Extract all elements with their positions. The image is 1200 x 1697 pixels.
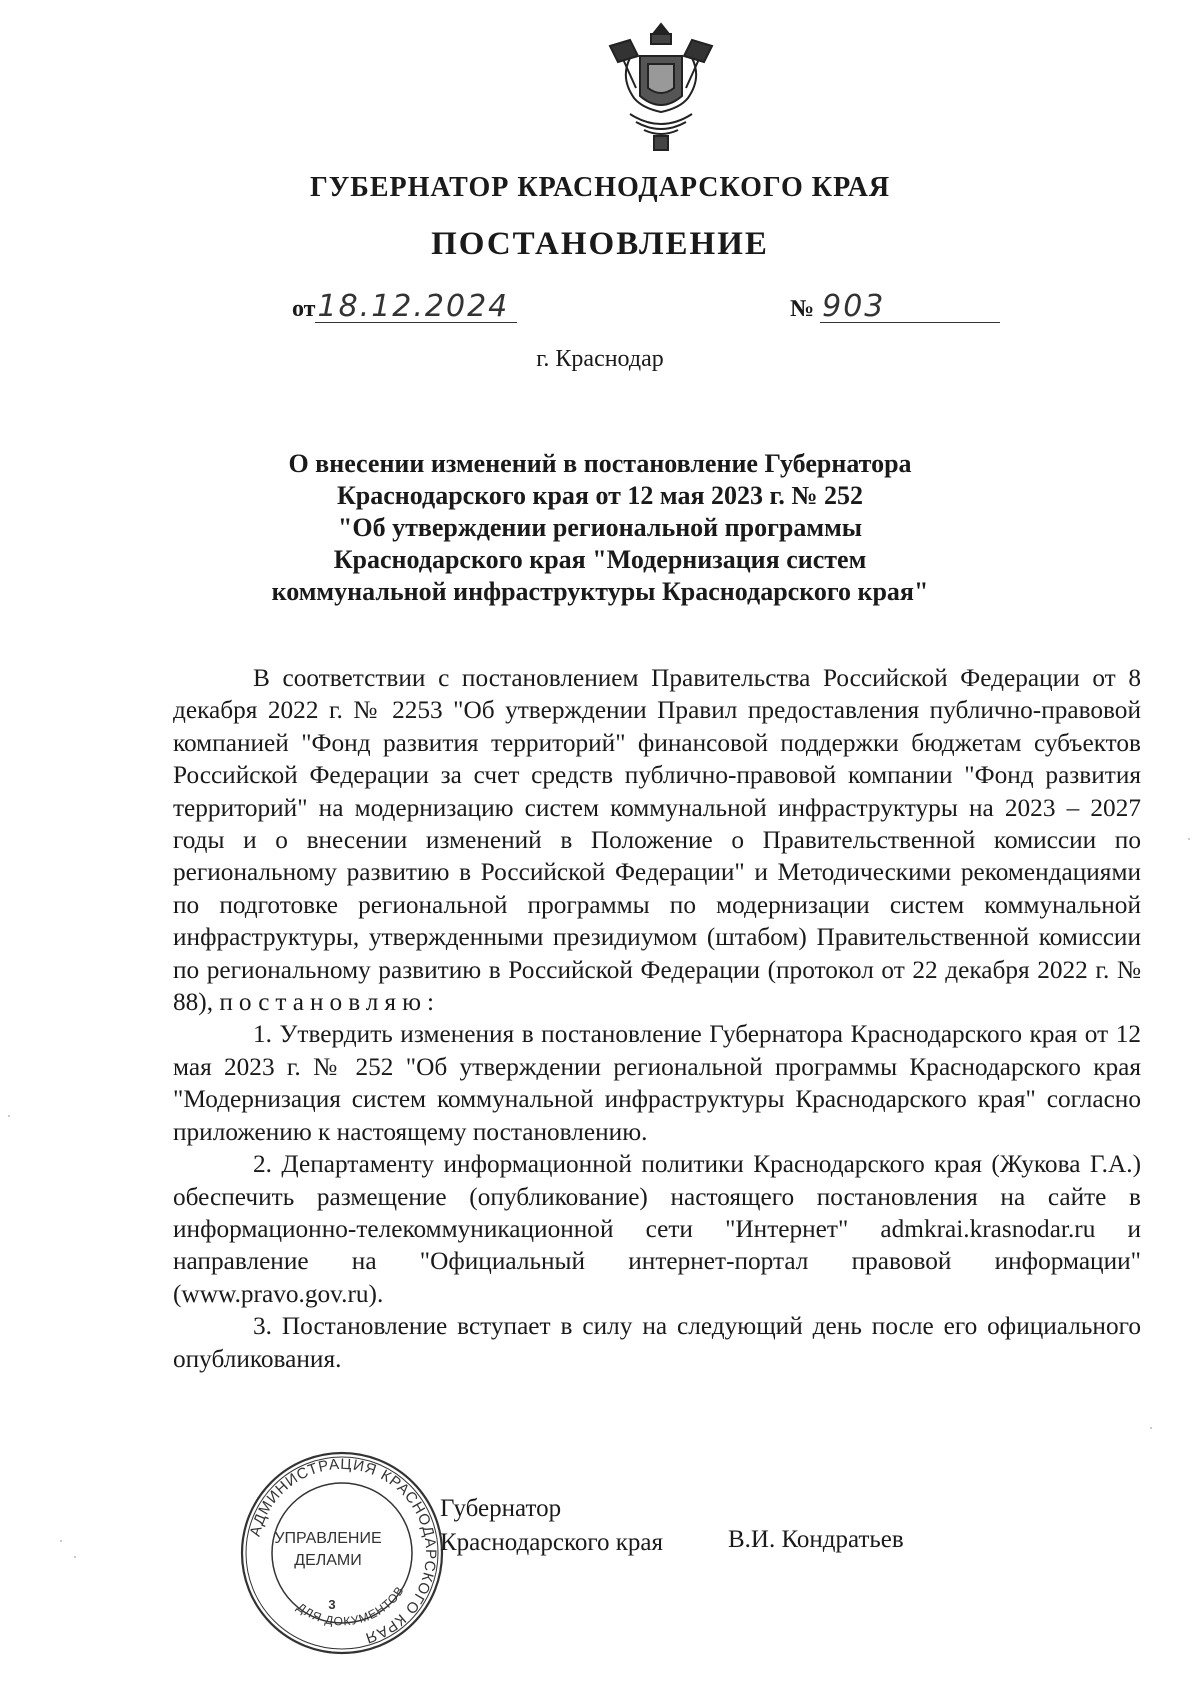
stamp-ring-text: АДМИНИСТРАЦИЯ КРАСНОДАРСКОГО КРАЯ [246,1455,440,1647]
date-prefix: от [292,296,316,322]
clause-1: 1. Утвердить изменения в постановление Губернатора Краснодарского края от 12 мая 2023 г. № 252 "Об утверждении региональной программы Краснодарского края "Модернизация систем коммунальной инфраструктуры Краснодарского края" согласно приложению к настоящему постановлению. [173,1020,1141,1146]
city-line: г. Краснодар [536,346,664,372]
signatory-name: В.И. Кондратьев [728,1526,904,1553]
official-stamp [236,1447,448,1659]
stamp-center-line1: УПРАВЛЕНИЕ [274,1530,382,1547]
document-subject [160,448,1040,608]
signatory-title-line2: Краснодарского края [440,1529,663,1556]
clause-2: 2. Департаменту информационной политики Краснодарского края (Жукова Г.А.) обеспечить размещение (опубликование) настоящего постановления на сайте в информационно-телекоммуникационной сети "Интернет" admkrai.krasnodar.ru и направление на "Официальный интернет-портал правовой информации" (www.pravo.gov.ru). [173,1150,1141,1308]
handwritten-date: 18.12.2024 [315,292,517,323]
subject-line: "Об утверждении региональной программы [337,513,863,542]
signatory-title [440,1492,663,1560]
issuing-authority: ГУБЕРНАТОР КРАСНОДАРСКОГО КРАЯ [309,172,891,203]
scan-speck [60,1540,62,1542]
scan-speck [1150,1427,1152,1429]
subject-line: О внесении изменений в постановление Губернатора [288,449,912,478]
handwritten-number: 903 [820,292,1000,323]
scan-speck [74,1556,76,1558]
subject-line: коммунальной инфраструктуры Краснодарского края" [271,577,929,606]
document-body [173,662,1141,1375]
stamp-bottom-text: ДЛЯ ДОКУМЕНТОВ [294,1583,407,1629]
preamble-paragraph [173,662,1141,1018]
document-type: ПОСТАНОВЛЕНИЕ [431,226,769,262]
stamp-center-line2: ДЕЛАМИ [294,1552,362,1569]
signatory-title-line1: Губернатор [440,1495,562,1522]
clause-3: 3. Постановление вступает в силу на следующий день после его официального опубликования. [173,1312,1141,1373]
decree-word: постановляю: [219,988,440,1017]
coat-of-arms-emblem [600,18,722,158]
scan-speck [1188,838,1190,840]
number-prefix: № [790,296,815,322]
scan-speck [8,1115,10,1117]
subject-line: Краснодарского края от 12 мая 2023 г. № 252 [336,481,864,510]
preamble-text: В соответствии с постановлением Правительства Российской Федерации от 8 декабря 2022 г. № 2253 "Об утверждении Правил предоставления публично-правовой компанией "Фонд развития территорий" финансовой поддержки бюджетам субъектов Российской Федерации за счет средств публично-правовой компании "Фонд развития территорий" на модернизацию систем коммунальной инфраструктуры на 2023 – 2027 годы и о внесении изменений в Положение о Правительственной комиссии по региональному развитию в Российской Федерации" и Методическими рекомендациями по подготовке региональной программы по модернизации систем коммунальной инфраструктуры, утвержденными президиумом (штабом) Правительственной комиссии по региональному развитию в Российской Федерации (протокол от 22 декабря 2022 г. № 88), [173,664,1141,1017]
number-field [790,289,1000,324]
stamp-center-number: 3 [328,1597,336,1612]
date-field [292,289,517,324]
subject-line: Краснодарского края "Модернизация систем [333,545,867,574]
